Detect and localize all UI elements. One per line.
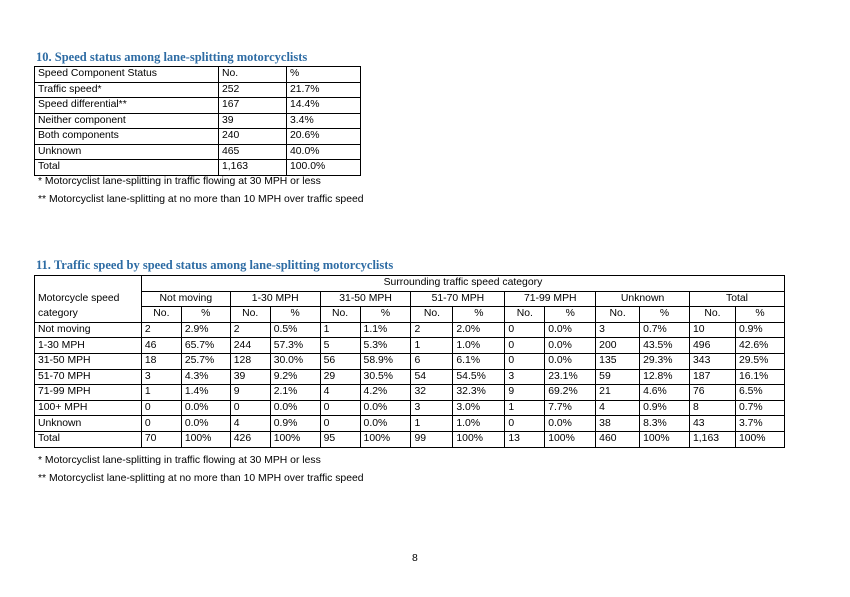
- table-cell: 0: [320, 416, 360, 432]
- table-cell: 23.1%: [545, 369, 596, 385]
- table-cell: 16.1%: [735, 369, 784, 385]
- row-label: Not moving: [35, 322, 142, 338]
- table-cell: 2.0%: [453, 322, 505, 338]
- table10-note-2: ** Motorcyclist lane-splitting at no more than 10 MPH over traffic speed: [38, 194, 364, 205]
- table-cell: 54.5%: [453, 369, 505, 385]
- category-header: 1-30 MPH: [230, 291, 320, 307]
- category-header: Unknown: [596, 291, 690, 307]
- table-row: [35, 82, 361, 98]
- table-row: [35, 416, 785, 432]
- table-cell: 1.1%: [360, 322, 411, 338]
- page-number: 8: [412, 553, 418, 564]
- sub-header-no: No.: [230, 307, 270, 323]
- table-cell: 460: [596, 431, 640, 447]
- table-cell: 1: [411, 338, 453, 354]
- sub-header-no: No.: [411, 307, 453, 323]
- table-cell: 0.7%: [735, 400, 784, 416]
- table-cell: 29: [320, 369, 360, 385]
- header-cell: No.: [219, 67, 287, 83]
- table-cell: 2.9%: [181, 322, 230, 338]
- table-cell: 0.9%: [270, 416, 320, 432]
- category-header: Not moving: [141, 291, 230, 307]
- table-cell: 0: [141, 400, 181, 416]
- table-cell: 1: [411, 416, 453, 432]
- table-cell: 100%: [640, 431, 690, 447]
- table-row: [35, 160, 361, 176]
- category-header: 71-99 MPH: [505, 291, 596, 307]
- table-cell: Unknown: [35, 144, 219, 160]
- table-cell: 0.0%: [545, 353, 596, 369]
- table-cell: 4.3%: [181, 369, 230, 385]
- table-cell: 0.5%: [270, 322, 320, 338]
- table-cell: 29.3%: [640, 353, 690, 369]
- table11-note-1: * Motorcyclist lane-splitting in traffic flowing at 30 MPH or less: [38, 455, 321, 466]
- table-cell: 244: [230, 338, 270, 354]
- table-row: [35, 98, 361, 114]
- sub-header-pct: %: [181, 307, 230, 323]
- table11-note-2: ** Motorcyclist lane-splitting at no more than 10 MPH over traffic speed: [38, 473, 364, 484]
- table-cell: 25.7%: [181, 353, 230, 369]
- table-cell: 4: [230, 416, 270, 432]
- table-cell: 128: [230, 353, 270, 369]
- table-cell: 0.7%: [640, 322, 690, 338]
- table-cell: 30.0%: [270, 353, 320, 369]
- table-cell: 65.7%: [181, 338, 230, 354]
- table-cell: 4.2%: [360, 385, 411, 401]
- table11-title: 11. Traffic speed by speed status among lane-splitting motorcyclists: [36, 258, 394, 272]
- table-cell: 252: [219, 82, 287, 98]
- table-row: [35, 113, 361, 129]
- table-cell: 21: [596, 385, 640, 401]
- table-cell: 135: [596, 353, 640, 369]
- sub-header-no: No.: [141, 307, 181, 323]
- table-cell: 10: [690, 322, 736, 338]
- table-cell: 465: [219, 144, 287, 160]
- table-cell: 1: [320, 322, 360, 338]
- row-label: 31-50 MPH: [35, 353, 142, 369]
- table-cell: 0: [505, 353, 545, 369]
- group-header-row: [35, 276, 785, 292]
- table-cell: 100%: [360, 431, 411, 447]
- table-row: [35, 353, 785, 369]
- table-cell: 6.1%: [453, 353, 505, 369]
- table-cell: 9.2%: [270, 369, 320, 385]
- table-cell: 6: [411, 353, 453, 369]
- table-cell: 8.3%: [640, 416, 690, 432]
- table-cell: 2.1%: [270, 385, 320, 401]
- table-cell: 9: [505, 385, 545, 401]
- table-cell: 100%: [735, 431, 784, 447]
- table-cell: 5: [320, 338, 360, 354]
- sub-header-pct: %: [640, 307, 690, 323]
- table-cell: 5.3%: [360, 338, 411, 354]
- table-cell: 76: [690, 385, 736, 401]
- table-cell: 43: [690, 416, 736, 432]
- table-cell: 187: [690, 369, 736, 385]
- table-cell: 20.6%: [287, 129, 361, 145]
- table-cell: 54: [411, 369, 453, 385]
- table-cell: 30.5%: [360, 369, 411, 385]
- table-cell: 4: [596, 400, 640, 416]
- sub-header-pct: %: [453, 307, 505, 323]
- row-label: Total: [35, 431, 142, 447]
- header-cell: Speed Component Status: [35, 67, 219, 83]
- table-cell: Traffic speed*: [35, 82, 219, 98]
- table-cell: 0.0%: [181, 400, 230, 416]
- table-cell: 32.3%: [453, 385, 505, 401]
- table-row: [35, 129, 361, 145]
- table-cell: 9: [230, 385, 270, 401]
- table-cell: 14.4%: [287, 98, 361, 114]
- table-cell: 3: [411, 400, 453, 416]
- table-cell: 0: [505, 322, 545, 338]
- table-row: [35, 385, 785, 401]
- table-cell: 3: [505, 369, 545, 385]
- table-cell: 0: [141, 416, 181, 432]
- table-cell: 100%: [270, 431, 320, 447]
- table-cell: 1.4%: [181, 385, 230, 401]
- table-cell: 32: [411, 385, 453, 401]
- table-cell: 0: [505, 416, 545, 432]
- table-row: [35, 431, 785, 447]
- table-cell: 7.7%: [545, 400, 596, 416]
- table-cell: 1.0%: [453, 338, 505, 354]
- table-cell: 40.0%: [287, 144, 361, 160]
- table-cell: 4.6%: [640, 385, 690, 401]
- table-cell: 100%: [453, 431, 505, 447]
- row-label: 1-30 MPH: [35, 338, 142, 354]
- category-header: 51-70 MPH: [411, 291, 505, 307]
- table-cell: 56: [320, 353, 360, 369]
- table-cell: 0.0%: [270, 400, 320, 416]
- sub-header-no: No.: [596, 307, 640, 323]
- table-cell: 3.4%: [287, 113, 361, 129]
- table-row: [35, 322, 785, 338]
- sub-header-no: No.: [320, 307, 360, 323]
- table-cell: 42.6%: [735, 338, 784, 354]
- table-cell: 100%: [181, 431, 230, 447]
- table-row: [35, 144, 361, 160]
- table-cell: 0.0%: [545, 322, 596, 338]
- corner-cell: [35, 276, 142, 292]
- sub-header-pct: %: [270, 307, 320, 323]
- sub-header-row: [35, 307, 785, 323]
- row-label: 51-70 MPH: [35, 369, 142, 385]
- table-cell: 2: [141, 322, 181, 338]
- table-cell: 1.0%: [453, 416, 505, 432]
- traffic-speed-table: [34, 275, 785, 448]
- table-cell: 99: [411, 431, 453, 447]
- table-cell: 59: [596, 369, 640, 385]
- table-cell: 0.0%: [360, 400, 411, 416]
- table-cell: 3.7%: [735, 416, 784, 432]
- table-cell: 0.0%: [360, 416, 411, 432]
- table-cell: 57.3%: [270, 338, 320, 354]
- table-cell: 426: [230, 431, 270, 447]
- table-cell: 39: [219, 113, 287, 129]
- table-cell: 167: [219, 98, 287, 114]
- sub-header-pct: %: [360, 307, 411, 323]
- table-row: [35, 400, 785, 416]
- table-cell: Speed differential**: [35, 98, 219, 114]
- table-cell: 13: [505, 431, 545, 447]
- table10-note-1: * Motorcyclist lane-splitting in traffic flowing at 30 MPH or less: [38, 176, 321, 187]
- table-cell: 69.2%: [545, 385, 596, 401]
- table-cell: Both components: [35, 129, 219, 145]
- table-cell: 95: [320, 431, 360, 447]
- table-cell: 46: [141, 338, 181, 354]
- table-cell: 8: [690, 400, 736, 416]
- sub-header-pct: %: [735, 307, 784, 323]
- table-cell: 43.5%: [640, 338, 690, 354]
- category-header-row: [35, 291, 785, 307]
- table-row: [35, 338, 785, 354]
- table-cell: 2: [230, 322, 270, 338]
- table-cell: 38: [596, 416, 640, 432]
- table-cell: 0.0%: [545, 416, 596, 432]
- speed-status-table: [34, 66, 361, 176]
- table-cell: 1: [141, 385, 181, 401]
- sub-header-no: No.: [690, 307, 736, 323]
- sub-header-no: No.: [505, 307, 545, 323]
- row-label: 71-99 MPH: [35, 385, 142, 401]
- table-cell: 100%: [545, 431, 596, 447]
- table-cell: Total: [35, 160, 219, 176]
- table-cell: 0: [320, 400, 360, 416]
- table-cell: 0.9%: [640, 400, 690, 416]
- category-header: Total: [690, 291, 785, 307]
- table-cell: 3: [596, 322, 640, 338]
- table-cell: 200: [596, 338, 640, 354]
- table-cell: 3.0%: [453, 400, 505, 416]
- table-cell: 1,163: [690, 431, 736, 447]
- table-cell: 1: [505, 400, 545, 416]
- table-cell: 21.7%: [287, 82, 361, 98]
- table-cell: 4: [320, 385, 360, 401]
- table-body: [35, 322, 785, 447]
- header-cell: %: [287, 67, 361, 83]
- table-cell: 6.5%: [735, 385, 784, 401]
- table-cell: 240: [219, 129, 287, 145]
- table-cell: 343: [690, 353, 736, 369]
- table-cell: 1,163: [219, 160, 287, 176]
- row-label: 100+ MPH: [35, 400, 142, 416]
- row-header-line2: category: [35, 307, 142, 323]
- table-cell: 0: [230, 400, 270, 416]
- row-header-line1: Motorcycle speed: [35, 291, 142, 307]
- table-cell: 39: [230, 369, 270, 385]
- table-cell: 12.8%: [640, 369, 690, 385]
- sub-header-pct: %: [545, 307, 596, 323]
- table10-title: 10. Speed status among lane-splitting motorcyclists: [36, 50, 308, 64]
- table-cell: 58.9%: [360, 353, 411, 369]
- table-cell: 100.0%: [287, 160, 361, 176]
- table-cell: 3: [141, 369, 181, 385]
- table-cell: Neither component: [35, 113, 219, 129]
- table-cell: 0: [505, 338, 545, 354]
- group-header: Surrounding traffic speed category: [141, 276, 784, 292]
- table-cell: 2: [411, 322, 453, 338]
- table-cell: 0.9%: [735, 322, 784, 338]
- table-cell: 496: [690, 338, 736, 354]
- table-cell: 0.0%: [545, 338, 596, 354]
- table-row: [35, 369, 785, 385]
- category-header: 31-50 MPH: [320, 291, 411, 307]
- table-cell: 70: [141, 431, 181, 447]
- table-cell: 29.5%: [735, 353, 784, 369]
- table-cell: 0.0%: [181, 416, 230, 432]
- table-cell: 18: [141, 353, 181, 369]
- row-label: Unknown: [35, 416, 142, 432]
- table-header-row: [35, 67, 361, 83]
